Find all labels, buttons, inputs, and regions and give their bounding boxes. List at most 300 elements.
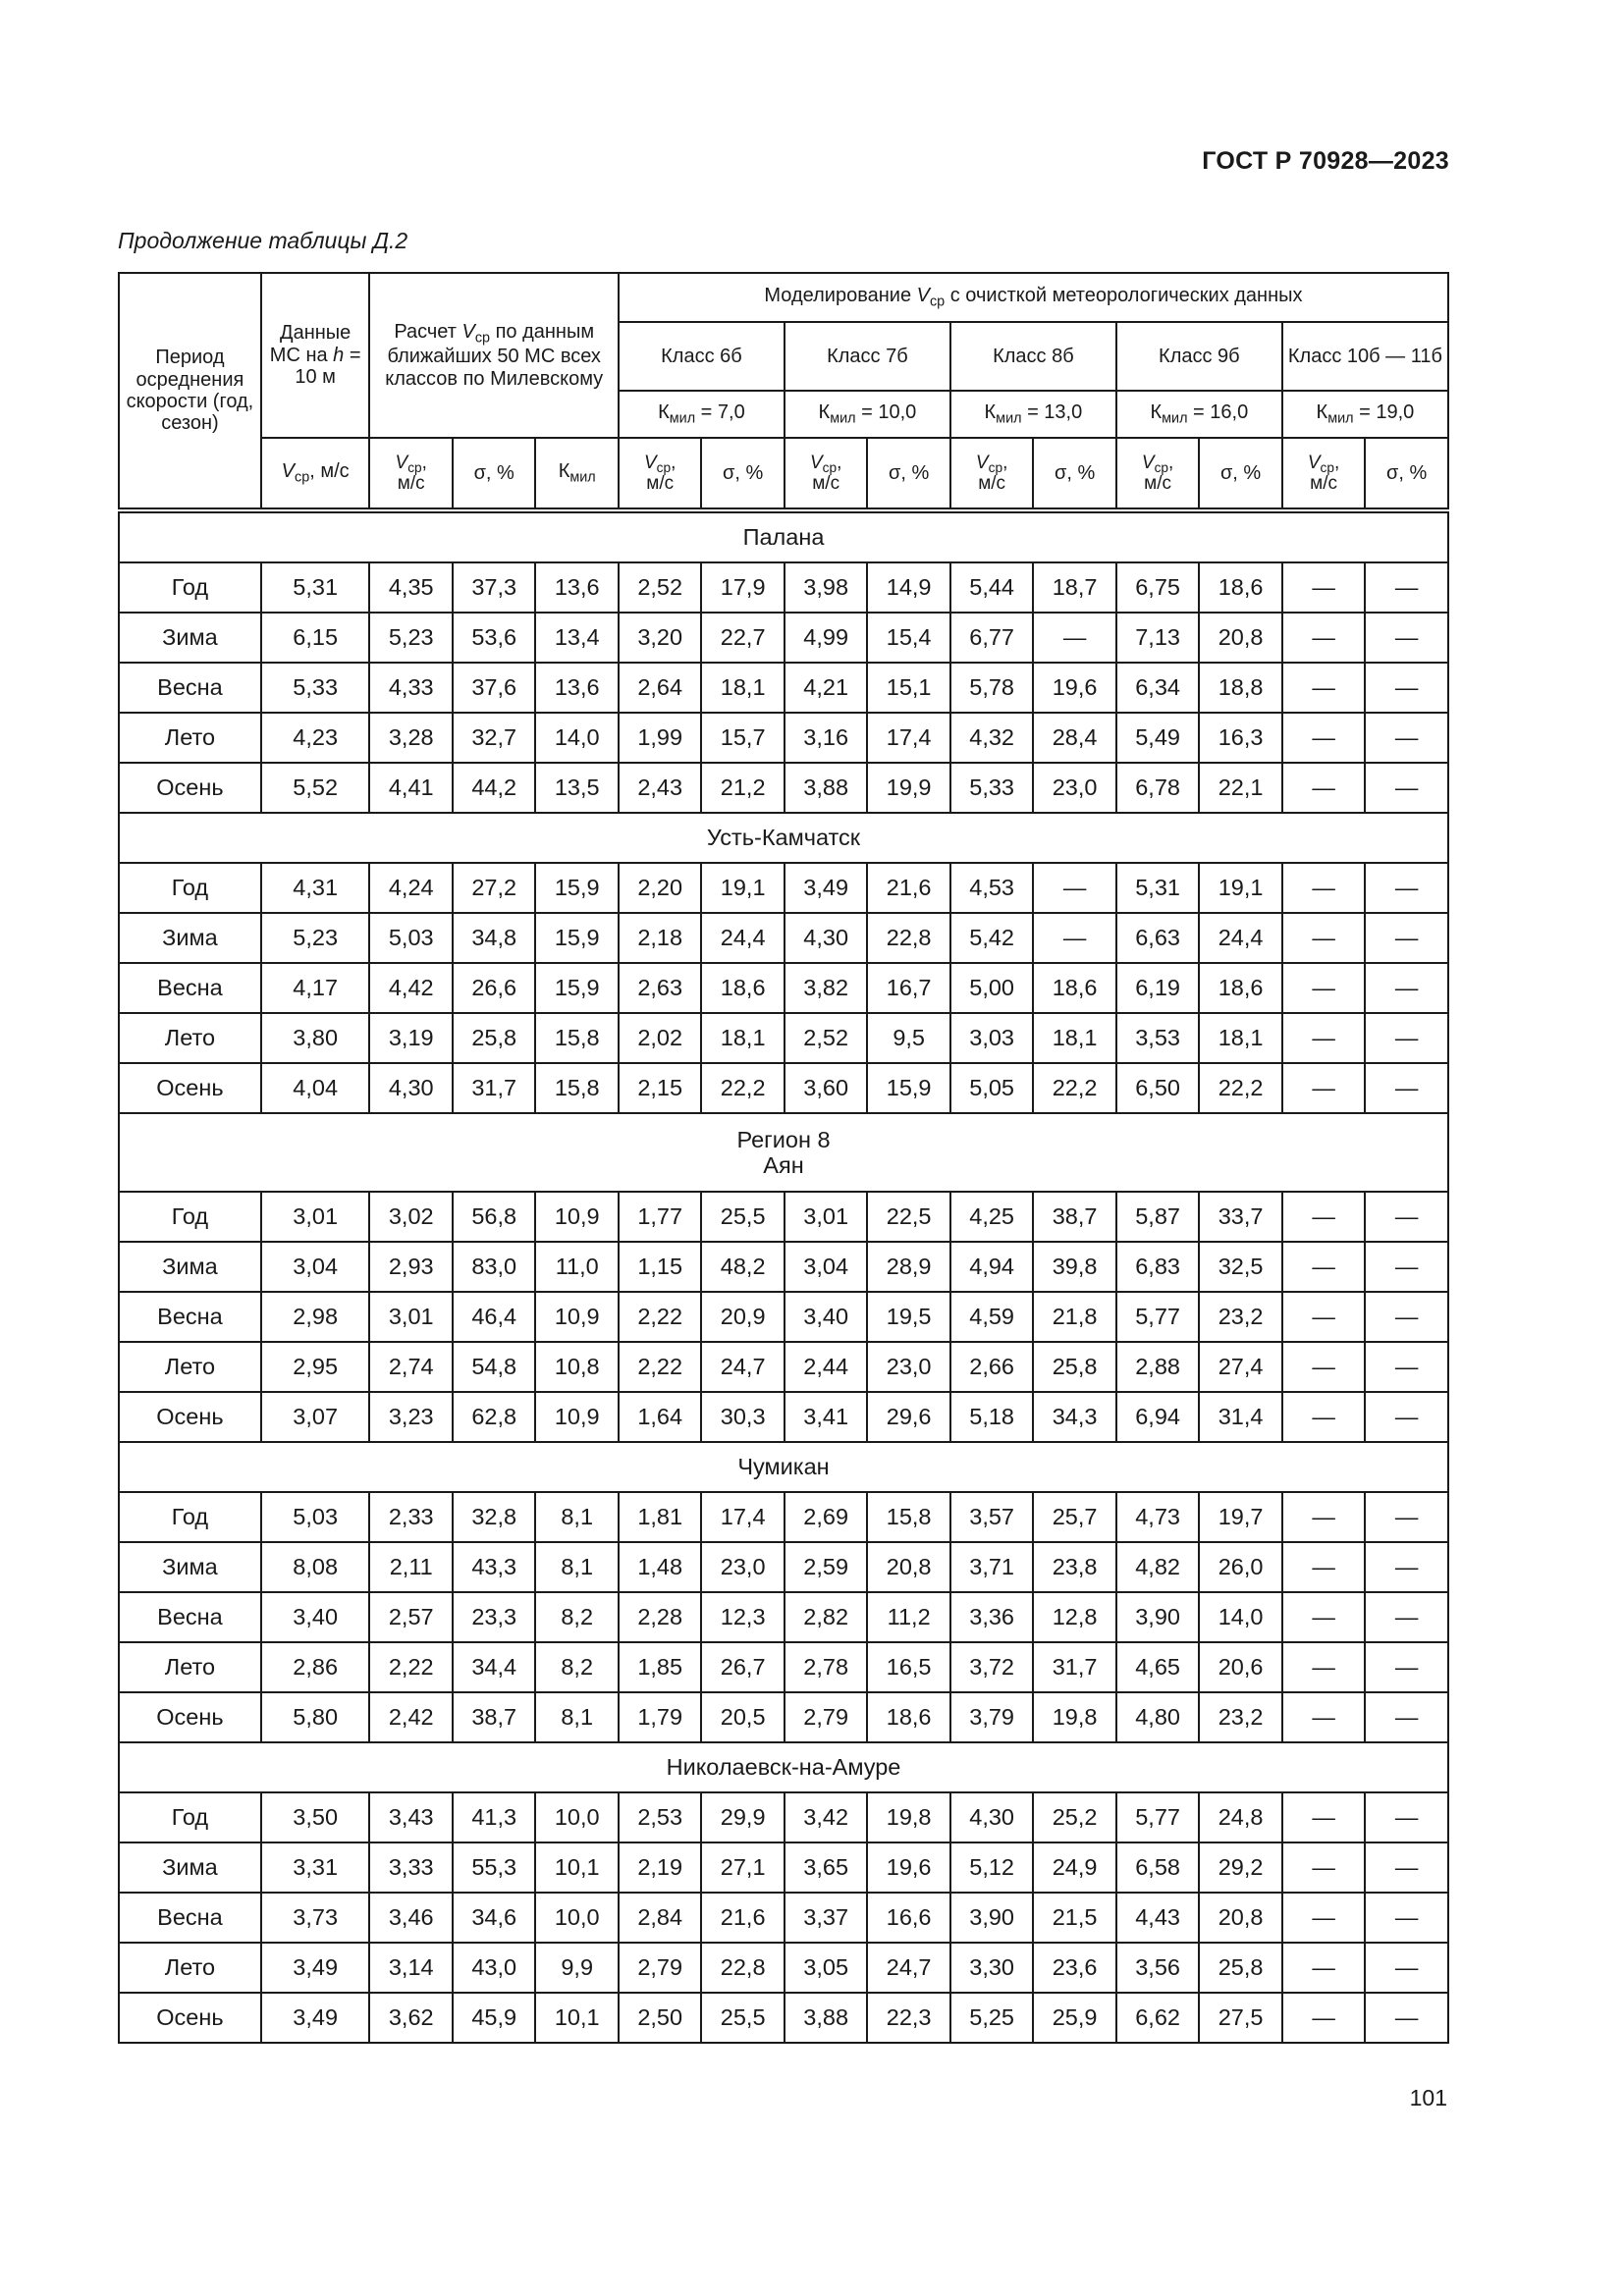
value-cell: — [1365,1392,1448,1442]
document-code: ГОСТ Р 70928—2023 [1202,147,1449,175]
value-cell: 3,37 [785,1893,867,1943]
value-cell: — [1365,913,1448,963]
value-cell: 33,7 [1199,1192,1281,1242]
value-cell: 2,15 [619,1063,701,1113]
value-cell: 3,31 [261,1842,370,1893]
value-cell: 21,2 [701,763,784,813]
period-cell: Год [119,1792,261,1842]
value-cell: 2,66 [950,1342,1033,1392]
value-cell: — [1282,963,1365,1013]
value-cell: 2,22 [369,1642,452,1692]
value-cell: 5,52 [261,763,370,813]
value-cell: 15,7 [701,713,784,763]
value-cell: 13,6 [535,562,619,613]
value-cell: 27,2 [453,863,535,913]
value-cell: 25,2 [1033,1792,1115,1842]
value-cell: 15,9 [535,913,619,963]
value-cell: 3,73 [261,1893,370,1943]
value-cell: — [1365,1242,1448,1292]
value-cell: 2,79 [785,1692,867,1742]
value-cell: 3,71 [950,1542,1033,1592]
unit-sigma: σ, % [453,438,535,510]
value-cell: — [1282,1292,1365,1342]
unit-kmil: $К_{мил}$ [535,438,619,510]
value-cell: 31,7 [453,1063,535,1113]
value-cell: 31,7 [1033,1642,1115,1692]
value-cell: 3,04 [785,1242,867,1292]
station-name-line: Чумикан [737,1454,830,1480]
value-cell: 8,2 [535,1592,619,1642]
value-cell: 5,18 [950,1392,1033,1442]
value-cell: 2,52 [785,1013,867,1063]
value-cell: 18,6 [1199,562,1281,613]
value-cell: 3,28 [369,713,452,763]
value-cell: 2,53 [619,1792,701,1842]
value-cell: 29,2 [1199,1842,1281,1893]
value-cell: 7,13 [1116,613,1199,663]
value-cell: 5,03 [261,1492,370,1542]
value-cell: 54,8 [453,1342,535,1392]
period-cell: Осень [119,1063,261,1113]
value-cell: 20,9 [701,1292,784,1342]
value-cell: 5,03 [369,913,452,963]
value-cell: 20,8 [1199,613,1281,663]
value-cell: 16,5 [867,1642,949,1692]
value-cell: 24,8 [1199,1792,1281,1842]
value-cell: 37,3 [453,562,535,613]
period-cell: Весна [119,1292,261,1342]
header-class: Класс 10б — 11б [1282,322,1448,391]
station-name-line: Аян [763,1152,804,1178]
value-cell: 22,1 [1199,763,1281,813]
value-cell: — [1282,1342,1365,1392]
period-cell: Год [119,1492,261,1542]
value-cell: — [1033,613,1115,663]
value-cell: 3,88 [785,763,867,813]
value-cell: 2,50 [619,1993,701,2043]
value-cell: — [1365,1592,1448,1642]
value-cell: 24,4 [701,913,784,963]
period-cell: Осень [119,1692,261,1742]
value-cell: 32,8 [453,1492,535,1542]
value-cell: 3,01 [785,1192,867,1242]
table-caption: Продолжение таблицы Д.2 [118,228,408,253]
header-modeling: Моделирование $V_{ср}$ с очисткой метеорологических данных [619,273,1448,322]
value-cell: — [1282,1542,1365,1592]
value-cell: — [1282,613,1365,663]
value-cell: — [1282,1392,1365,1442]
value-cell: 43,0 [453,1943,535,1993]
value-cell: 1,79 [619,1692,701,1742]
unit-sigma: σ, % [1033,438,1115,510]
table-row [119,1692,1448,1742]
value-cell: 4,30 [785,913,867,963]
value-cell: 22,2 [1033,1063,1115,1113]
period-cell: Лето [119,1013,261,1063]
value-cell: 2,18 [619,913,701,963]
value-cell: 19,9 [867,763,949,813]
value-cell: 19,6 [867,1842,949,1893]
value-cell: 6,62 [1116,1993,1199,2043]
value-cell: 3,80 [261,1013,370,1063]
table-row [119,562,1448,613]
period-cell: Год [119,1192,261,1242]
value-cell: 12,3 [701,1592,784,1642]
value-cell: 23,6 [1033,1943,1115,1993]
value-cell: 3,56 [1116,1943,1199,1993]
table-row [119,1492,1448,1542]
value-cell: 3,65 [785,1842,867,1893]
value-cell: 5,77 [1116,1792,1199,1842]
value-cell: 3,03 [950,1013,1033,1063]
period-cell: Лето [119,1342,261,1392]
value-cell: 34,4 [453,1642,535,1692]
value-cell: 4,82 [1116,1542,1199,1592]
value-cell: 26,0 [1199,1542,1281,1592]
value-cell: 4,30 [950,1792,1033,1842]
value-cell: 3,88 [785,1993,867,2043]
value-cell: 15,1 [867,663,949,713]
value-cell: 23,3 [453,1592,535,1642]
value-cell: 27,4 [1199,1342,1281,1392]
value-cell: — [1282,1993,1365,2043]
value-cell: 18,1 [701,1013,784,1063]
value-cell: 18,1 [1033,1013,1115,1063]
value-cell: 20,8 [867,1542,949,1592]
value-cell: 10,0 [535,1792,619,1842]
value-cell: 53,6 [453,613,535,663]
value-cell: 13,4 [535,613,619,663]
value-cell: 6,77 [950,613,1033,663]
value-cell: — [1365,1063,1448,1113]
period-cell: Весна [119,1893,261,1943]
period-cell: Зима [119,1542,261,1592]
value-cell: — [1365,1013,1448,1063]
value-cell: 3,79 [950,1692,1033,1742]
value-cell: — [1365,663,1448,713]
station-name-line: Усть-Камчатск [706,825,861,851]
value-cell: 10,8 [535,1342,619,1392]
value-cell: 5,12 [950,1842,1033,1893]
value-cell: 5,44 [950,562,1033,613]
value-cell: 24,9 [1033,1842,1115,1893]
value-cell: 2,93 [369,1242,452,1292]
value-cell: — [1365,1542,1448,1592]
value-cell: 1,81 [619,1492,701,1542]
value-cell: 12,8 [1033,1592,1115,1642]
value-cell: 6,34 [1116,663,1199,713]
value-cell: 2,82 [785,1592,867,1642]
table-row [119,863,1448,913]
value-cell: 3,62 [369,1993,452,2043]
value-cell: 3,01 [261,1192,370,1242]
value-cell: — [1282,1893,1365,1943]
header-period: Период осреднения скорости (год, сезон) [119,273,261,510]
value-cell: 5,00 [950,963,1033,1013]
value-cell: — [1282,763,1365,813]
value-cell: 5,23 [261,913,370,963]
wind-speed-table [118,272,1449,2044]
value-cell: 6,15 [261,613,370,663]
value-cell: 3,20 [619,613,701,663]
unit-v-ms: $V_{ср}$, м/с [261,438,370,510]
value-cell: 2,22 [619,1342,701,1392]
value-cell: 43,3 [453,1542,535,1592]
value-cell: 16,7 [867,963,949,1013]
value-cell: 4,41 [369,763,452,813]
value-cell: 3,30 [950,1943,1033,1993]
value-cell: 23,0 [701,1542,784,1592]
value-cell: 2,19 [619,1842,701,1893]
value-cell: 38,7 [1033,1192,1115,1242]
period-cell: Зима [119,613,261,663]
value-cell: 2,57 [369,1592,452,1642]
value-cell: — [1365,1342,1448,1392]
value-cell: 55,3 [453,1842,535,1893]
value-cell: — [1365,1993,1448,2043]
value-cell: 15,8 [867,1492,949,1542]
period-cell: Осень [119,1392,261,1442]
value-cell: — [1365,1642,1448,1692]
period-cell: Зима [119,1842,261,1893]
header-kmil: $К_{мил} = 19,0$ [1282,391,1448,438]
value-cell: 10,0 [535,1893,619,1943]
table-row [119,663,1448,713]
value-cell: 2,20 [619,863,701,913]
station-section-row [119,1113,1448,1192]
value-cell: 2,84 [619,1893,701,1943]
value-cell: 3,98 [785,562,867,613]
period-cell: Год [119,562,261,613]
header-kmil: $К_{мил} = 13,0$ [950,391,1116,438]
period-cell: Год [119,863,261,913]
value-cell: 29,9 [701,1792,784,1842]
value-cell: 3,40 [261,1592,370,1642]
unit-v-frac: $V_{ср}$, м/с [785,438,867,510]
value-cell: 6,19 [1116,963,1199,1013]
value-cell: 32,7 [453,713,535,763]
value-cell: 1,64 [619,1392,701,1442]
header-ms-data: Данные МС на h = 10 м [261,273,370,438]
table-header [119,273,1448,510]
value-cell: 22,3 [867,1993,949,2043]
value-cell: 3,19 [369,1013,452,1063]
header-kmil: $К_{мил} = 7,0$ [619,391,785,438]
value-cell: 5,49 [1116,713,1199,763]
table-row [119,1592,1448,1642]
value-cell: 5,25 [950,1993,1033,2043]
table-row [119,763,1448,813]
value-cell: 4,23 [261,713,370,763]
value-cell: 19,6 [1033,663,1115,713]
value-cell: 1,99 [619,713,701,763]
value-cell: 23,2 [1199,1692,1281,1742]
value-cell: — [1282,713,1365,763]
unit-sigma: σ, % [701,438,784,510]
value-cell: 5,31 [261,562,370,613]
value-cell: 2,59 [785,1542,867,1592]
table-row [119,1242,1448,1292]
value-cell: 22,5 [867,1192,949,1242]
value-cell: 4,80 [1116,1692,1199,1742]
value-cell: 27,5 [1199,1993,1281,2043]
value-cell: 5,31 [1116,863,1199,913]
value-cell: 1,77 [619,1192,701,1242]
value-cell: 44,2 [453,763,535,813]
table-row [119,1943,1448,1993]
value-cell: 4,25 [950,1192,1033,1242]
value-cell: — [1282,1792,1365,1842]
value-cell: 19,1 [701,863,784,913]
unit-v-frac: $V_{ср}$, м/с [1282,438,1365,510]
value-cell: 5,23 [369,613,452,663]
value-cell: 3,82 [785,963,867,1013]
value-cell: 25,5 [701,1192,784,1242]
value-cell: 23,2 [1199,1292,1281,1342]
table-row [119,1842,1448,1893]
value-cell: 2,69 [785,1492,867,1542]
value-cell: 2,52 [619,562,701,613]
value-cell: 3,90 [950,1893,1033,1943]
value-cell: 15,9 [867,1063,949,1113]
value-cell: 2,64 [619,663,701,713]
value-cell: 2,11 [369,1542,452,1592]
value-cell: 2,88 [1116,1342,1199,1392]
value-cell: 18,6 [867,1692,949,1742]
value-cell: 5,42 [950,913,1033,963]
value-cell: 20,8 [1199,1893,1281,1943]
value-cell: 18,1 [701,663,784,713]
period-cell: Лето [119,713,261,763]
value-cell: — [1282,1492,1365,1542]
value-cell: 37,6 [453,663,535,713]
station-name [119,1442,1448,1492]
value-cell: 3,33 [369,1842,452,1893]
header-kmil: $К_{мил} = 10,0$ [785,391,950,438]
value-cell: 4,35 [369,562,452,613]
station-section-row [119,813,1448,863]
value-cell: 5,87 [1116,1192,1199,1242]
value-cell: 3,04 [261,1242,370,1292]
value-cell: 4,65 [1116,1642,1199,1692]
value-cell: — [1282,663,1365,713]
value-cell: 4,59 [950,1292,1033,1342]
value-cell: 22,8 [867,913,949,963]
value-cell: 3,42 [785,1792,867,1842]
value-cell: 3,05 [785,1943,867,1993]
value-cell: 4,53 [950,863,1033,913]
table-row [119,713,1448,763]
value-cell: 41,3 [453,1792,535,1842]
value-cell: — [1282,1642,1365,1692]
value-cell: 21,8 [1033,1292,1115,1342]
unit-v-frac: $V_{ср}$, м/с [369,438,452,510]
value-cell: 25,8 [453,1013,535,1063]
table-row [119,1993,1448,2043]
station-name-line: Николаевск-на-Амуре [666,1754,901,1781]
station-name [119,813,1448,863]
value-cell: 21,5 [1033,1893,1115,1943]
value-cell: — [1365,1943,1448,1993]
value-cell: 8,1 [535,1542,619,1592]
value-cell: 6,50 [1116,1063,1199,1113]
table-row [119,1893,1448,1943]
value-cell: 56,8 [453,1192,535,1242]
value-cell: 45,9 [453,1993,535,2043]
value-cell: — [1282,562,1365,613]
value-cell: 3,50 [261,1792,370,1842]
value-cell: — [1282,1842,1365,1893]
period-cell: Зима [119,1242,261,1292]
value-cell: — [1282,1943,1365,1993]
value-cell: 38,7 [453,1692,535,1742]
value-cell: — [1282,1242,1365,1292]
period-cell: Зима [119,913,261,963]
value-cell: 25,7 [1033,1492,1115,1542]
header-kmil: $К_{мил} = 16,0$ [1116,391,1282,438]
value-cell: 4,21 [785,663,867,713]
value-cell: — [1282,913,1365,963]
value-cell: 21,6 [867,863,949,913]
value-cell: — [1365,613,1448,663]
station-name [119,510,1448,562]
value-cell: 18,1 [1199,1013,1281,1063]
value-cell: 25,5 [701,1993,784,2043]
period-cell: Лето [119,1943,261,1993]
table-row [119,1013,1448,1063]
value-cell: 8,2 [535,1642,619,1692]
value-cell: 2,02 [619,1013,701,1063]
value-cell: 34,8 [453,913,535,963]
value-cell: 1,15 [619,1242,701,1292]
value-cell: 3,01 [369,1292,452,1342]
value-cell: 19,7 [1199,1492,1281,1542]
value-cell: 17,4 [701,1492,784,1542]
value-cell: — [1282,1013,1365,1063]
value-cell: — [1365,1492,1448,1542]
value-cell: 27,1 [701,1842,784,1893]
value-cell: 21,6 [701,1893,784,1943]
value-cell: — [1365,1842,1448,1893]
value-cell: — [1282,1192,1365,1242]
value-cell: 1,48 [619,1542,701,1592]
value-cell: 14,9 [867,562,949,613]
value-cell: 5,80 [261,1692,370,1742]
value-cell: 5,05 [950,1063,1033,1113]
value-cell: 2,42 [369,1692,452,1742]
unit-v-frac: $V_{ср}$, м/с [1116,438,1199,510]
value-cell: 19,8 [1033,1692,1115,1742]
value-cell: — [1365,713,1448,763]
value-cell: 14,0 [1199,1592,1281,1642]
value-cell: — [1282,1692,1365,1742]
value-cell: 10,9 [535,1392,619,1442]
value-cell: 22,8 [701,1943,784,1993]
value-cell: 13,5 [535,763,619,813]
value-cell: — [1282,863,1365,913]
value-cell: 2,28 [619,1592,701,1642]
value-cell: 3,90 [1116,1592,1199,1642]
value-cell: 2,22 [619,1292,701,1342]
value-cell: — [1365,863,1448,913]
table-row [119,1063,1448,1113]
table-body [119,510,1448,2043]
unit-sigma: σ, % [867,438,949,510]
value-cell: 2,95 [261,1342,370,1392]
value-cell: 10,9 [535,1292,619,1342]
table-row [119,1792,1448,1842]
value-cell: 5,78 [950,663,1033,713]
